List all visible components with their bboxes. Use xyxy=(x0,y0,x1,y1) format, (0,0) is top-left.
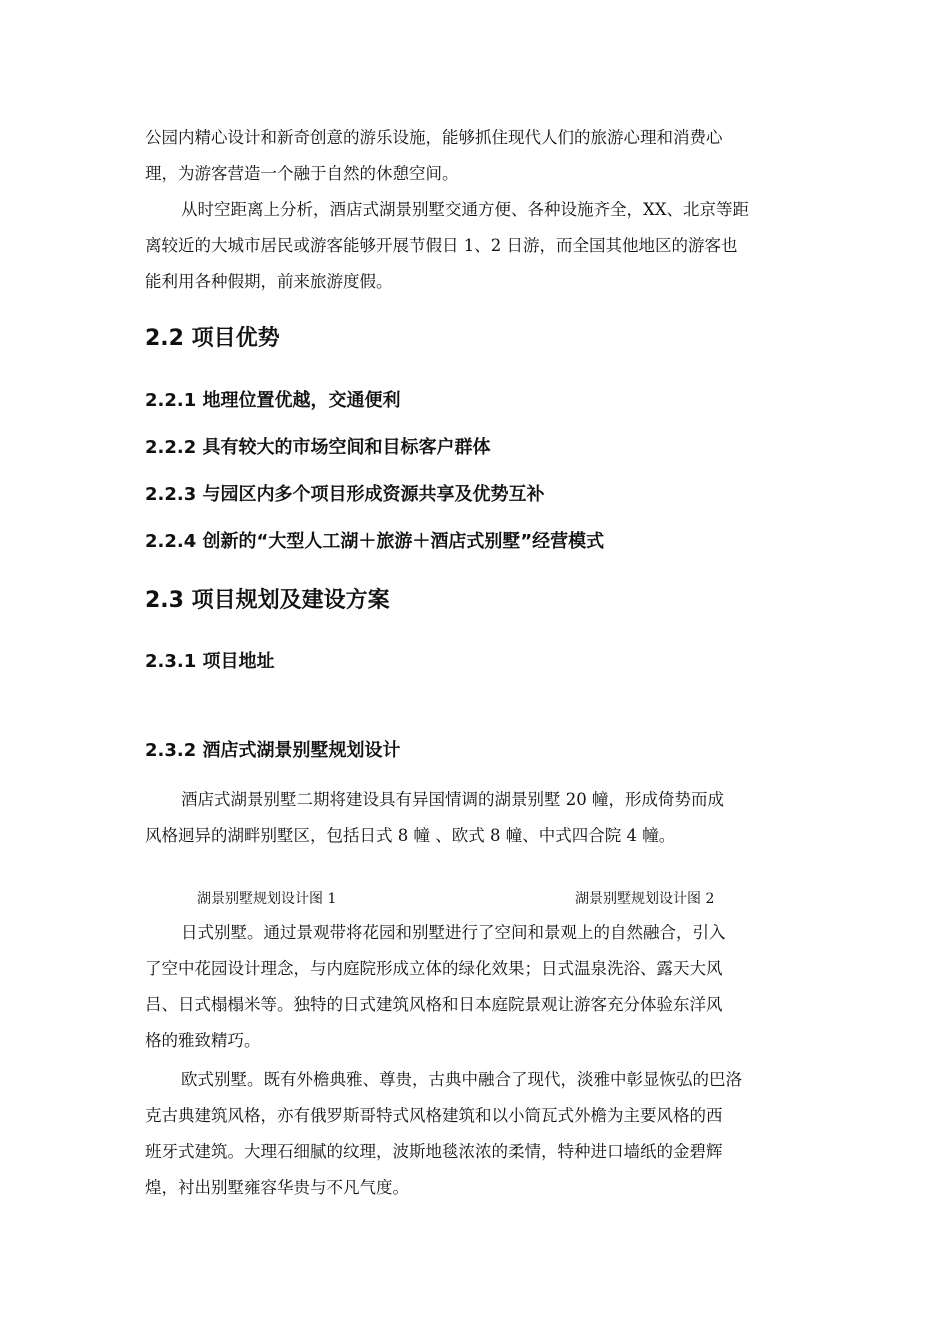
text-line: 公园内精心设计和新奇创意的游乐设施，能够抓住现代人们的旅游心理和消费心 xyxy=(145,128,723,147)
heading-2-3-2: 2.3.2 酒店式湖景别墅规划设计 xyxy=(145,740,401,761)
text-line: 能利用各种假期，前来旅游度假。 xyxy=(145,272,393,291)
heading-2-2-1: 2.2.1 地理位置优越，交通便利 xyxy=(145,390,401,411)
text-line: 日式别墅。通过景观带将花园和别墅进行了空间和景观上的自然融合，引入 xyxy=(181,923,726,942)
paragraph-european-villa xyxy=(145,1062,810,1206)
text-line: 欧式别墅。既有外檐典雅、尊贵，古典中融合了现代，淡雅中彰显恢弘的巴洛 xyxy=(181,1070,742,1089)
heading-2-3: 2.3 项目规划及建设方案 xyxy=(145,588,390,613)
figure-caption-1: 湖景别墅规划设计图 1 xyxy=(197,891,337,907)
text-line: 从时空距离上分析，酒店式湖景别墅交通方便、各种设施齐全，XX、北京等距 xyxy=(181,200,749,219)
paragraph-plan xyxy=(145,782,810,854)
text-line: 煌，衬出别墅雍容华贵与不凡气度。 xyxy=(145,1178,409,1197)
paragraph-location xyxy=(145,192,810,300)
heading-2-2-4: 2.2.4 创新的“大型人工湖＋旅游＋酒店式别墅”经营模式 xyxy=(145,531,605,552)
text-line: 吕、日式榻榻米等。独特的日式建筑风格和日本庭院景观让游客充分体验东洋风 xyxy=(145,995,723,1014)
text-line: 酒店式湖景别墅二期将建设具有异国情调的湖景别墅 20 幢，形成倚势而成 xyxy=(181,790,724,809)
text-line: 班牙式建筑。大理石细腻的纹理，波斯地毯浓浓的柔情，特种进口墙纸的金碧辉 xyxy=(145,1142,723,1161)
paragraph-intro xyxy=(145,120,810,192)
paragraph-japanese-villa xyxy=(145,915,810,1059)
heading-2-2-3: 2.2.3 与园区内多个项目形成资源共享及优势互补 xyxy=(145,484,545,505)
figure-caption-2: 湖景别墅规划设计图 2 xyxy=(575,891,715,907)
heading-2-2-2: 2.2.2 具有较大的市场空间和目标客户群体 xyxy=(145,437,491,458)
text-line: 克古典建筑风格，亦有俄罗斯哥特式风格建筑和以小筒瓦式外檐为主要风格的西 xyxy=(145,1106,723,1125)
text-line: 理，为游客营造一个融于自然的休憩空间。 xyxy=(145,164,459,183)
text-line: 风格迥异的湖畔别墅区，包括日式 8 幢 、欧式 8 幢、中式四合院 4 幢。 xyxy=(145,826,676,845)
heading-2-2: 2.2 项目优势 xyxy=(145,326,280,351)
text-line: 了空中花园设计理念，与内庭院形成立体的绿化效果；日式温泉洗浴、露天大风 xyxy=(145,959,723,978)
text-line: 格的雅致精巧。 xyxy=(145,1031,261,1050)
heading-2-3-1: 2.3.1 项目地址 xyxy=(145,651,275,672)
text-line: 离较近的大城市居民或游客能够开展节假日 1、2 日游，而全国其他地区的游客也 xyxy=(145,236,738,255)
